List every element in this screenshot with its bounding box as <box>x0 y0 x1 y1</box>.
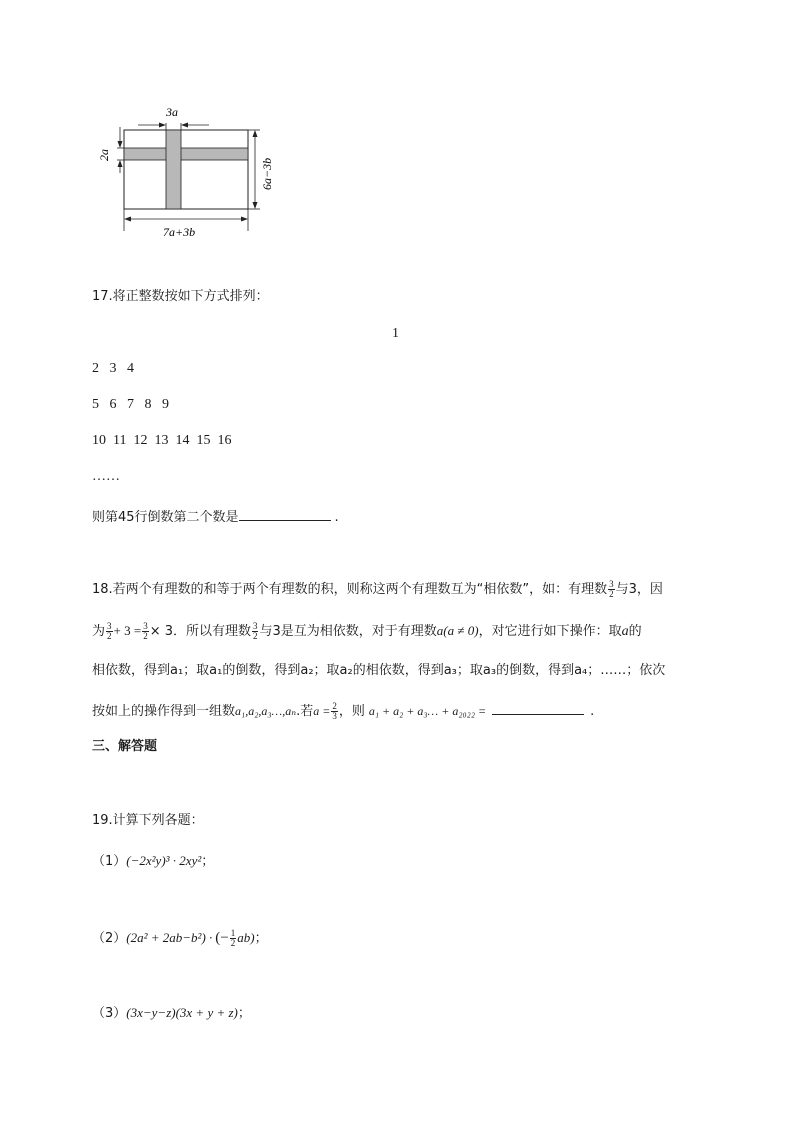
label-left: 2a <box>97 149 111 161</box>
label-right: 6a−3b <box>260 157 274 190</box>
frac-1-2: $\frac{1}{2}$ <box>230 928 236 948</box>
label-bottom: 7a+3b <box>163 225 196 239</box>
frac-3-2: $\frac{3}{2}$ <box>609 579 614 599</box>
q17-end: . <box>334 510 339 525</box>
q17-prompt: 17.将正整数按如下方式排列： <box>92 289 269 304</box>
q19-prompt: 19.计算下列各题： <box>92 813 204 828</box>
vertical-strip <box>166 130 181 209</box>
q17-row3: 5 6 7 8 9 <box>92 397 169 412</box>
q18-line1: 18.若两个有理数的和等于两个有理数的积，则称这两个有理数互为“相依数”，如：有理数 $\frac{3}{2}$ 与3，因 <box>92 579 663 599</box>
outer-rectangle <box>124 130 248 209</box>
q18-line4: 按如上的操作得到一组数a₁,a₂,a₃…,aₙ.若a = $\frac{2}{3}$ ，则 a₁ + a₂ + a₃… + a₂₀₂₂ = . <box>92 701 595 721</box>
q18-line3: 相依数，得到a₁；取a₁的倒数，得到a₂；取a₂的相依数，得到a₃；取a₃的倒数，得到a₄；……；依次 <box>92 663 666 678</box>
q19-item-3: （3）(3x−y−z)(3x + y + z)； <box>92 1005 251 1021</box>
q17-row4: 10 11 12 13 14 15 16 <box>92 433 232 448</box>
q18-line2: 为 $\frac{3}{2}$ + 3 = $\frac{3}{2}$ × 3．所以有理数 $\frac{3}{2}$ 与3是互为相依数，对于有理数a(a ≠ 0)，对它进行如下操作：取a的 <box>92 621 642 641</box>
q17-question-line <box>92 506 339 527</box>
q17-row2: 2 3 4 <box>92 361 134 376</box>
q17-row1: 1 <box>392 326 399 341</box>
q17-ellipsis: …… <box>92 469 120 484</box>
section-title: 三、解答题 <box>92 739 158 754</box>
horizontal-strip <box>124 148 248 160</box>
q18-answer-blank[interactable] <box>492 700 584 715</box>
frac-2-3: $\frac{2}{3}$ <box>332 701 337 721</box>
q19-item-2: （2）(2a² + 2ab−b²) · (− $\frac{1}{2}$ ab)； <box>92 928 268 948</box>
q17-answer-blank[interactable] <box>239 506 331 521</box>
label-top: 3a <box>166 105 178 119</box>
q17-question: 则第45行倒数第二个数是 <box>92 510 239 525</box>
q19-item-1: （1）(−2x²y)³ · 2xy²； <box>92 853 215 869</box>
cross-figure <box>90 95 290 240</box>
